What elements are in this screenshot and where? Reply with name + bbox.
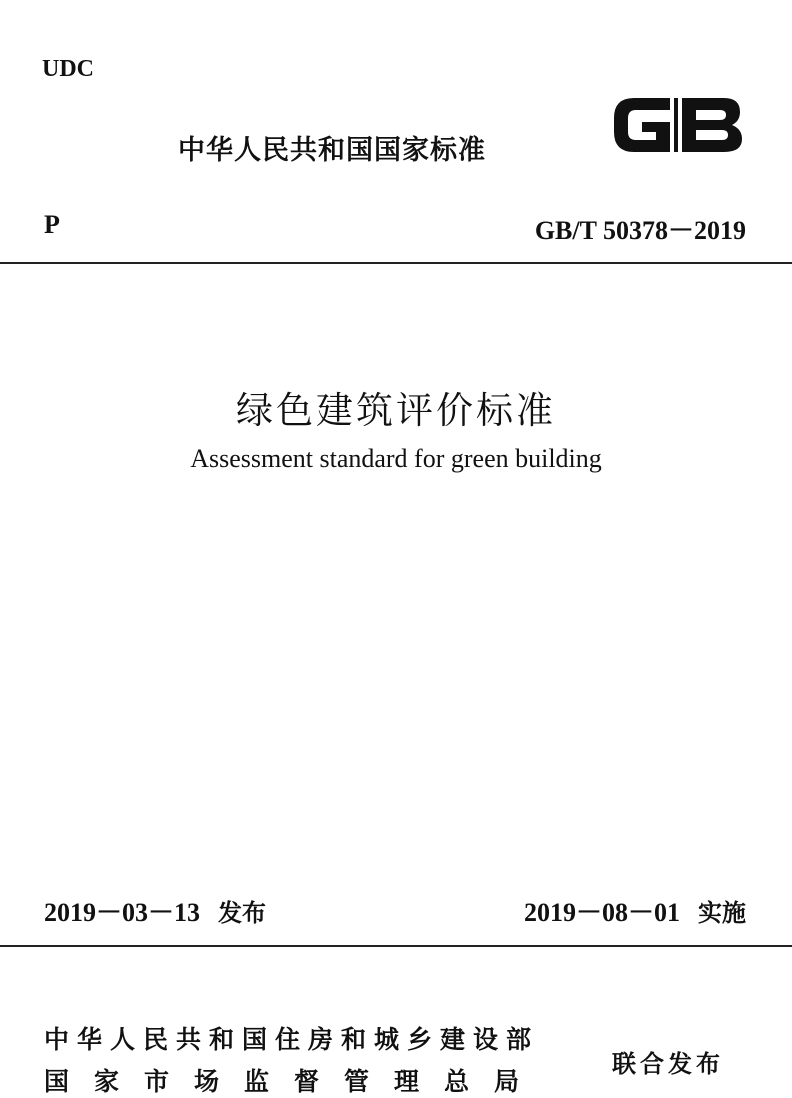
gb-logo-icon <box>604 88 750 160</box>
issue-word: 发布 <box>218 899 267 927</box>
udc-label: UDC <box>42 56 94 82</box>
standard-number: GB/T 50378－2019 <box>534 216 746 245</box>
top-divider <box>0 262 792 264</box>
implementation-date-block <box>524 892 746 929</box>
implementation-date: 2019－08－01 <box>523 898 680 927</box>
national-standard-heading: 中华人民共和国国家标准 <box>178 135 486 166</box>
implementation-word: 实施 <box>698 899 746 927</box>
issue-date-block <box>44 892 266 929</box>
issue-date: 2019－03－13 <box>44 898 201 927</box>
joint-issue-label: 联合发布 <box>612 1050 724 1078</box>
issuer-ministry: 中华人民共和国住房和城乡建设部 <box>44 1025 540 1054</box>
bottom-divider <box>0 945 792 947</box>
classification-code: P <box>44 210 60 239</box>
issuer-administration: 国家市场监督管理总局 <box>44 1067 545 1096</box>
title-chinese: 绿色建筑评价标准 <box>236 389 556 432</box>
title-english: Assessment standard for green building <box>190 444 602 473</box>
